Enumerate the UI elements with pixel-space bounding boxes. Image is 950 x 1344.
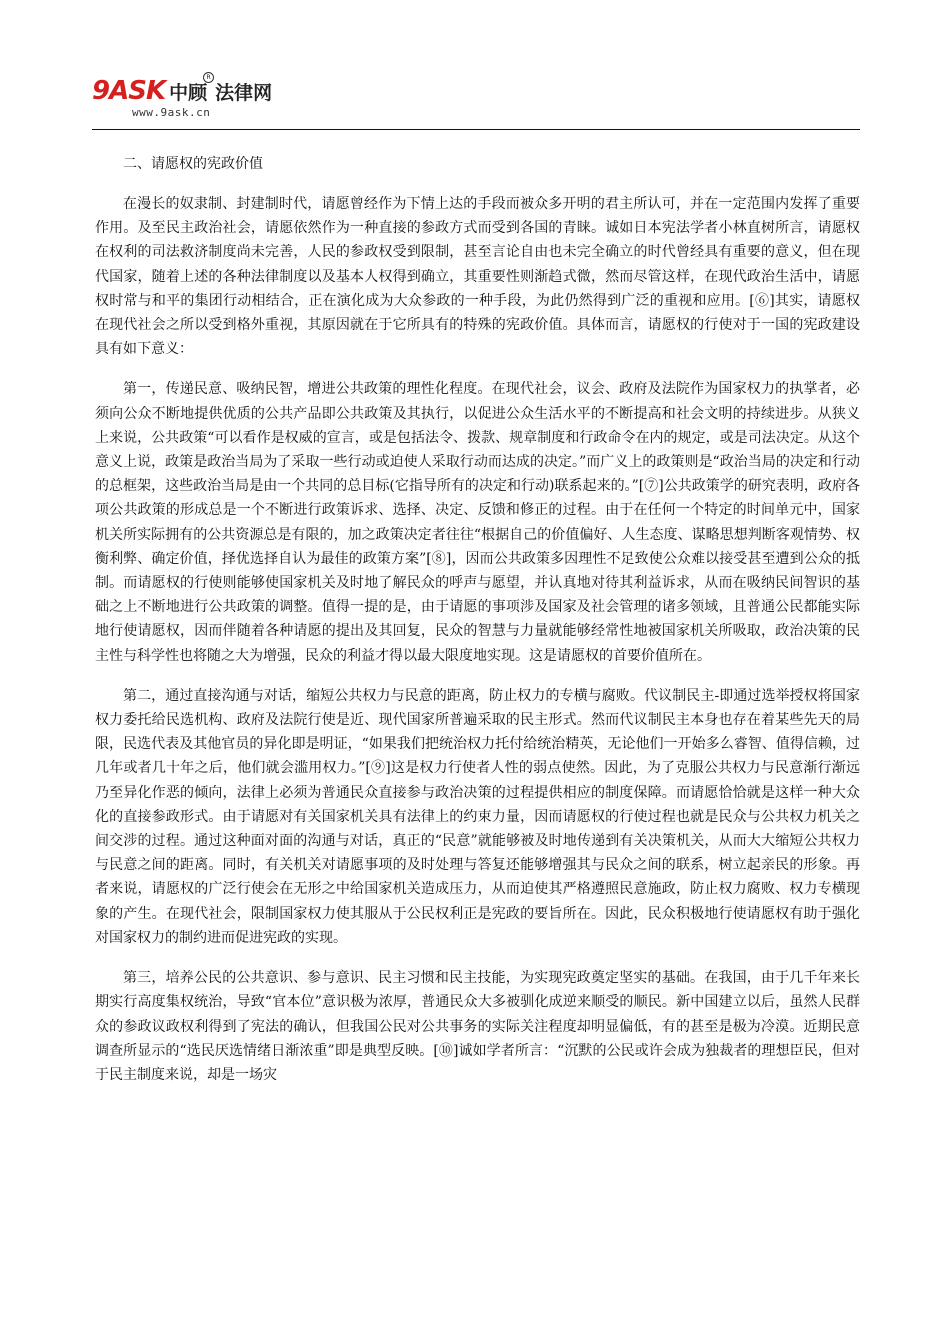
paragraph: 第三，培养公民的公共意识、参与意识、民主习惯和民主技能，为实现宪政奠定坚实的基础。在我国，由于几千年来长期实行高度集权统治，导致“官本位”意识极为浓厚，普通民众大多被驯化成逆来顺受的顺民。新中国建立以后，虽然人民群众的参政议政权利得到了宪法的确认，但我国公民对公共事务的实际关注程度却明显偏低，有的甚至是极为冷漠。近期民意调查所显示的“选民厌选情绪日渐浓重”即是典型反映。[⑩]诚如学者所言：“沉默的公民或许会成为独裁者的理想臣民，但对于民主制度来说，却是一场灾 [95,970,860,1083]
section-heading: 二、请愿权的宪政价值 [123,156,263,172]
page-header [92,68,860,130]
header-divider [92,129,860,130]
site-logo[interactable] [92,73,273,106]
registered-mark-icon: R [203,72,214,83]
site-url[interactable]: www.9ask.cn [132,106,211,119]
logo-cn-secondary: 法律网 [215,81,273,104]
paragraph: 第一，传递民意、吸纳民智，增进公共政策的理性化程度。在现代社会，议会、政府及法院作为国家权力的执掌者，必须向公众不断地提供优质的公共产品即公共政策及其执行，以促进公众生活水平的不断提高和社会文明的持续进步。从狭义上来说，公共政策“可以看作是权威的宣言，或是包括法令、拨款、规章制度和行政命令在内的规定，或是司法决定。从这个意义上说，政策是政治当局为了采取一些行动或迫使人采取行动而达成的决定。”而广义上的政策则是“政治当局的决定和行动的总框架，这些政治当局是由一个共同的总目标(它指导所有的决定和行动)联系起来的。”[⑦]公共政策学的研究表明，政府各项公共政策的形成总是一个不断进行政策诉求、选择、决定、反馈和修正的过程。由于在任何一个特定的时间单元中，国家机关所实际拥有的公共资源总是有限的，加之政策决定者往往“根据自己的价值偏好、人生态度、谋略思想判断客观情势、权衡利弊、确定价值，择优选择自认为最佳的政策方案”[⑧]，因而公共政策多因理性不足致使公众难以接受甚至遭到公众的抵制。而请愿权的行使则能够使国家机关及时地了解民众的呼声与愿望，并认真地对待其利益诉求，从而在吸纳民间智识的基础之上不断地进行公共政策的调整。值得一提的是，由于请愿的事项涉及国家及社会管理的诸多领域，且普通公民都能实际地行使请愿权，因而伴随着各种请愿的提出及其回复，民众的智慧与力量就能够经常性地被国家机关所吸取，政治决策的民主性与科学性也将随之大为增强，民众的利益才得以最大限度地实现。这是请愿权的首要价值所在。 [95,381,860,664]
logo-latin: 9ASK [92,76,166,106]
paragraph: 第二，通过直接沟通与对话，缩短公共权力与民意的距离，防止权力的专横与腐败。代议制民主-即通过选举授权将国家权力委托给民选机构、政府及法院行使是近、现代国家所普遍采取的民主形式。然而代议制民主本身也存在着某些先天的局限，民选代表及其他官员的异化即是明证，“如果我们把统治权力托付给统治精英，无论他们一开始多么睿智、值得信赖，过几年或者几十年之后，他们就会滥用权力。”[⑨]这是权力行使者人性的弱点使然。因此，为了克服公共权力与民意渐行渐远乃至异化作恶的倾向，法律上必须为普通民众直接参与政治决策的过程提供相应的制度保障。而请愿恰恰就是这样一种大众化的直接参政形式。由于请愿对有关国家机关具有法律上的约束力量，因而请愿权的行使过程也就是民众与公共权力机关之间交涉的过程。通过这种面对面的沟通与对话，真正的“民意”就能够被及时地传递到有关决策机关，从而大大缩短公共权力与民意之间的距离。同时，有关机关对请愿事项的及时处理与答复还能够增强其与民众之间的联系，树立起亲民的形象。再者来说，请愿权的广泛行使会在无形之中给国家机关造成压力，从而迫使其严格遵照民意施政，防止权力腐败、权力专横现象的产生。在现代社会，限制国家权力使其服从于公民权利正是宪政的要旨所在。因此，民众积极地行使请愿权有助于强化对国家权力的制约进而促进宪政的实现。 [95,687,860,946]
logo-cn-primary: 中顾 R [169,78,207,105]
document-body [95,152,860,1103]
paragraph: 在漫长的奴隶制、封建制时代，请愿曾经作为下情上达的手段而被众多开明的君主所认可，并在一定范围内发挥了重要作用。及至民主政治社会，请愿依然作为一种直接的参政方式而受到各国的青睐。诚如日本宪法学者小林直树所言，请愿权在权利的司法救济制度尚未完善，人民的参政权受到限制，甚至言论自由也未完全确立的时代曾经具有重要的意义，但在现代国家，随着上述的各种法律制度以及基本人权得到确立，其重要性则渐趋式微，然而尽管这样，在现代政治生活中，请愿权时常与和平的集团行动相结合，正在演化成为大众参政的一种手段，为此仍然得到广泛的重视和应用。[⑥]其实，请愿权在现代社会之所以受到格外重视，其原因就在于它所具有的特殊的宪政价值。具体而言，请愿权的行使对于一国的宪政建设具有如下意义： [95,196,860,358]
